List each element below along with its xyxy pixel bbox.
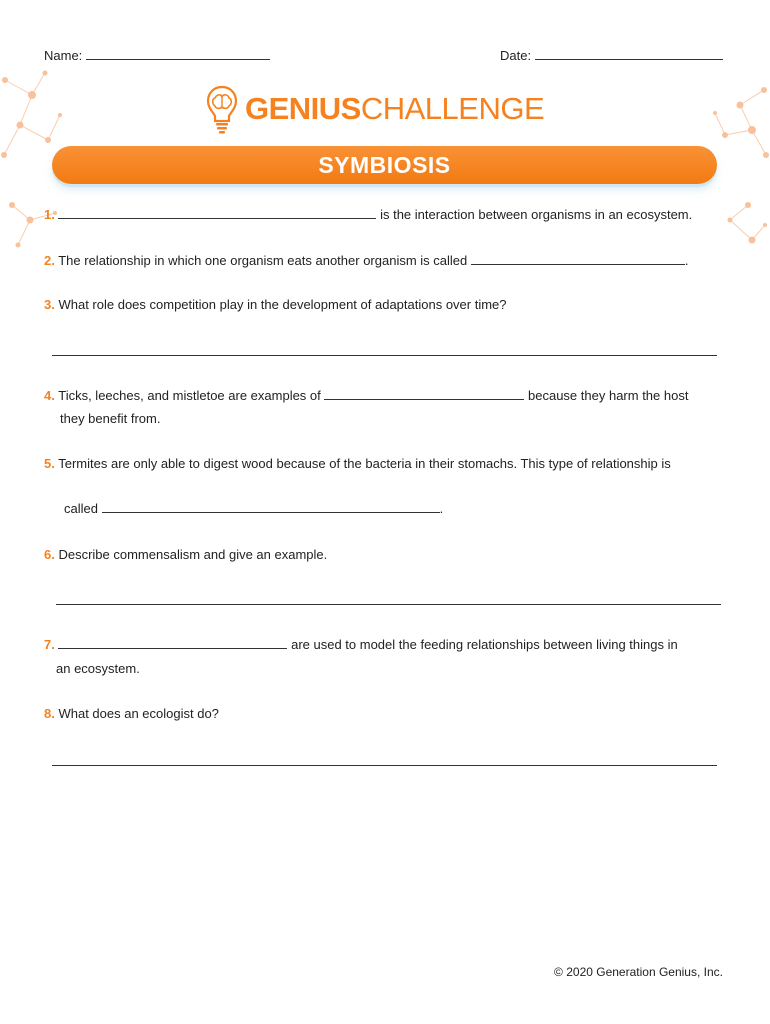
question-number: 7. [44,637,55,652]
question-text-before: Ticks, leeches, and mistletoe are examples of [58,388,321,403]
question-4 [44,387,688,404]
question-7-continuation: an ecosystem. [56,661,140,676]
question-5-continuation [64,500,443,517]
question-5 [44,455,671,472]
answer-line[interactable] [52,765,717,766]
question-number: 2. [44,253,55,268]
answer-blank[interactable] [471,252,685,265]
worksheet-title: SYMBIOSIS [318,152,451,178]
question-text-line2: called [64,501,98,516]
question-number: 4. [44,388,55,403]
answer-blank[interactable] [102,500,440,513]
question-2 [44,252,688,269]
question-text: What does an ecologist do? [58,706,219,721]
question-end: . [684,253,689,268]
answer-blank[interactable] [58,636,287,649]
title-banner [52,146,717,184]
answer-line[interactable] [56,604,721,605]
answer-blank[interactable] [58,206,376,219]
question-number: 8. [44,706,55,721]
name-label: Name: [44,48,83,63]
question-text: What role does competition play in the development of adaptations over time? [58,297,507,312]
name-blank[interactable] [86,47,270,60]
logo-word-challenge: CHALLENGE [360,91,545,126]
question-text: are used to model the feeding relationships between living things in [291,637,678,652]
question-text: is the interaction between organisms in an ecosystem. [380,207,693,222]
question-text: Termites are only able to digest wood because of the bacteria in their stomachs. This type of relationship is [58,456,671,471]
question-end: . [439,501,444,516]
date-label: Date: [500,48,532,63]
answer-blank[interactable] [324,387,524,400]
question-number: 1. [44,207,55,222]
question-1 [44,206,692,223]
logo-word-genius: GENIUS [245,91,361,126]
question-number: 5. [44,456,55,471]
copyright-footer: © 2020 Generation Genius, Inc. [554,965,723,979]
answer-line[interactable] [52,355,717,356]
question-text: Describe commensalism and give an example. [58,547,328,562]
question-text: The relationship in which one organism eats another organism is called [58,253,468,268]
question-3 [44,296,507,313]
question-4-continuation: they benefit from. [60,411,161,426]
question-number: 6. [44,547,55,562]
genius-challenge-logo [205,84,550,136]
question-6 [44,546,327,563]
question-number: 3. [44,297,55,312]
question-text-after: because they harm the host [528,388,689,403]
question-7 [44,636,678,653]
lightbulb-brain-icon [205,84,239,136]
question-8 [44,705,219,722]
logo-wordmark [245,92,544,126]
